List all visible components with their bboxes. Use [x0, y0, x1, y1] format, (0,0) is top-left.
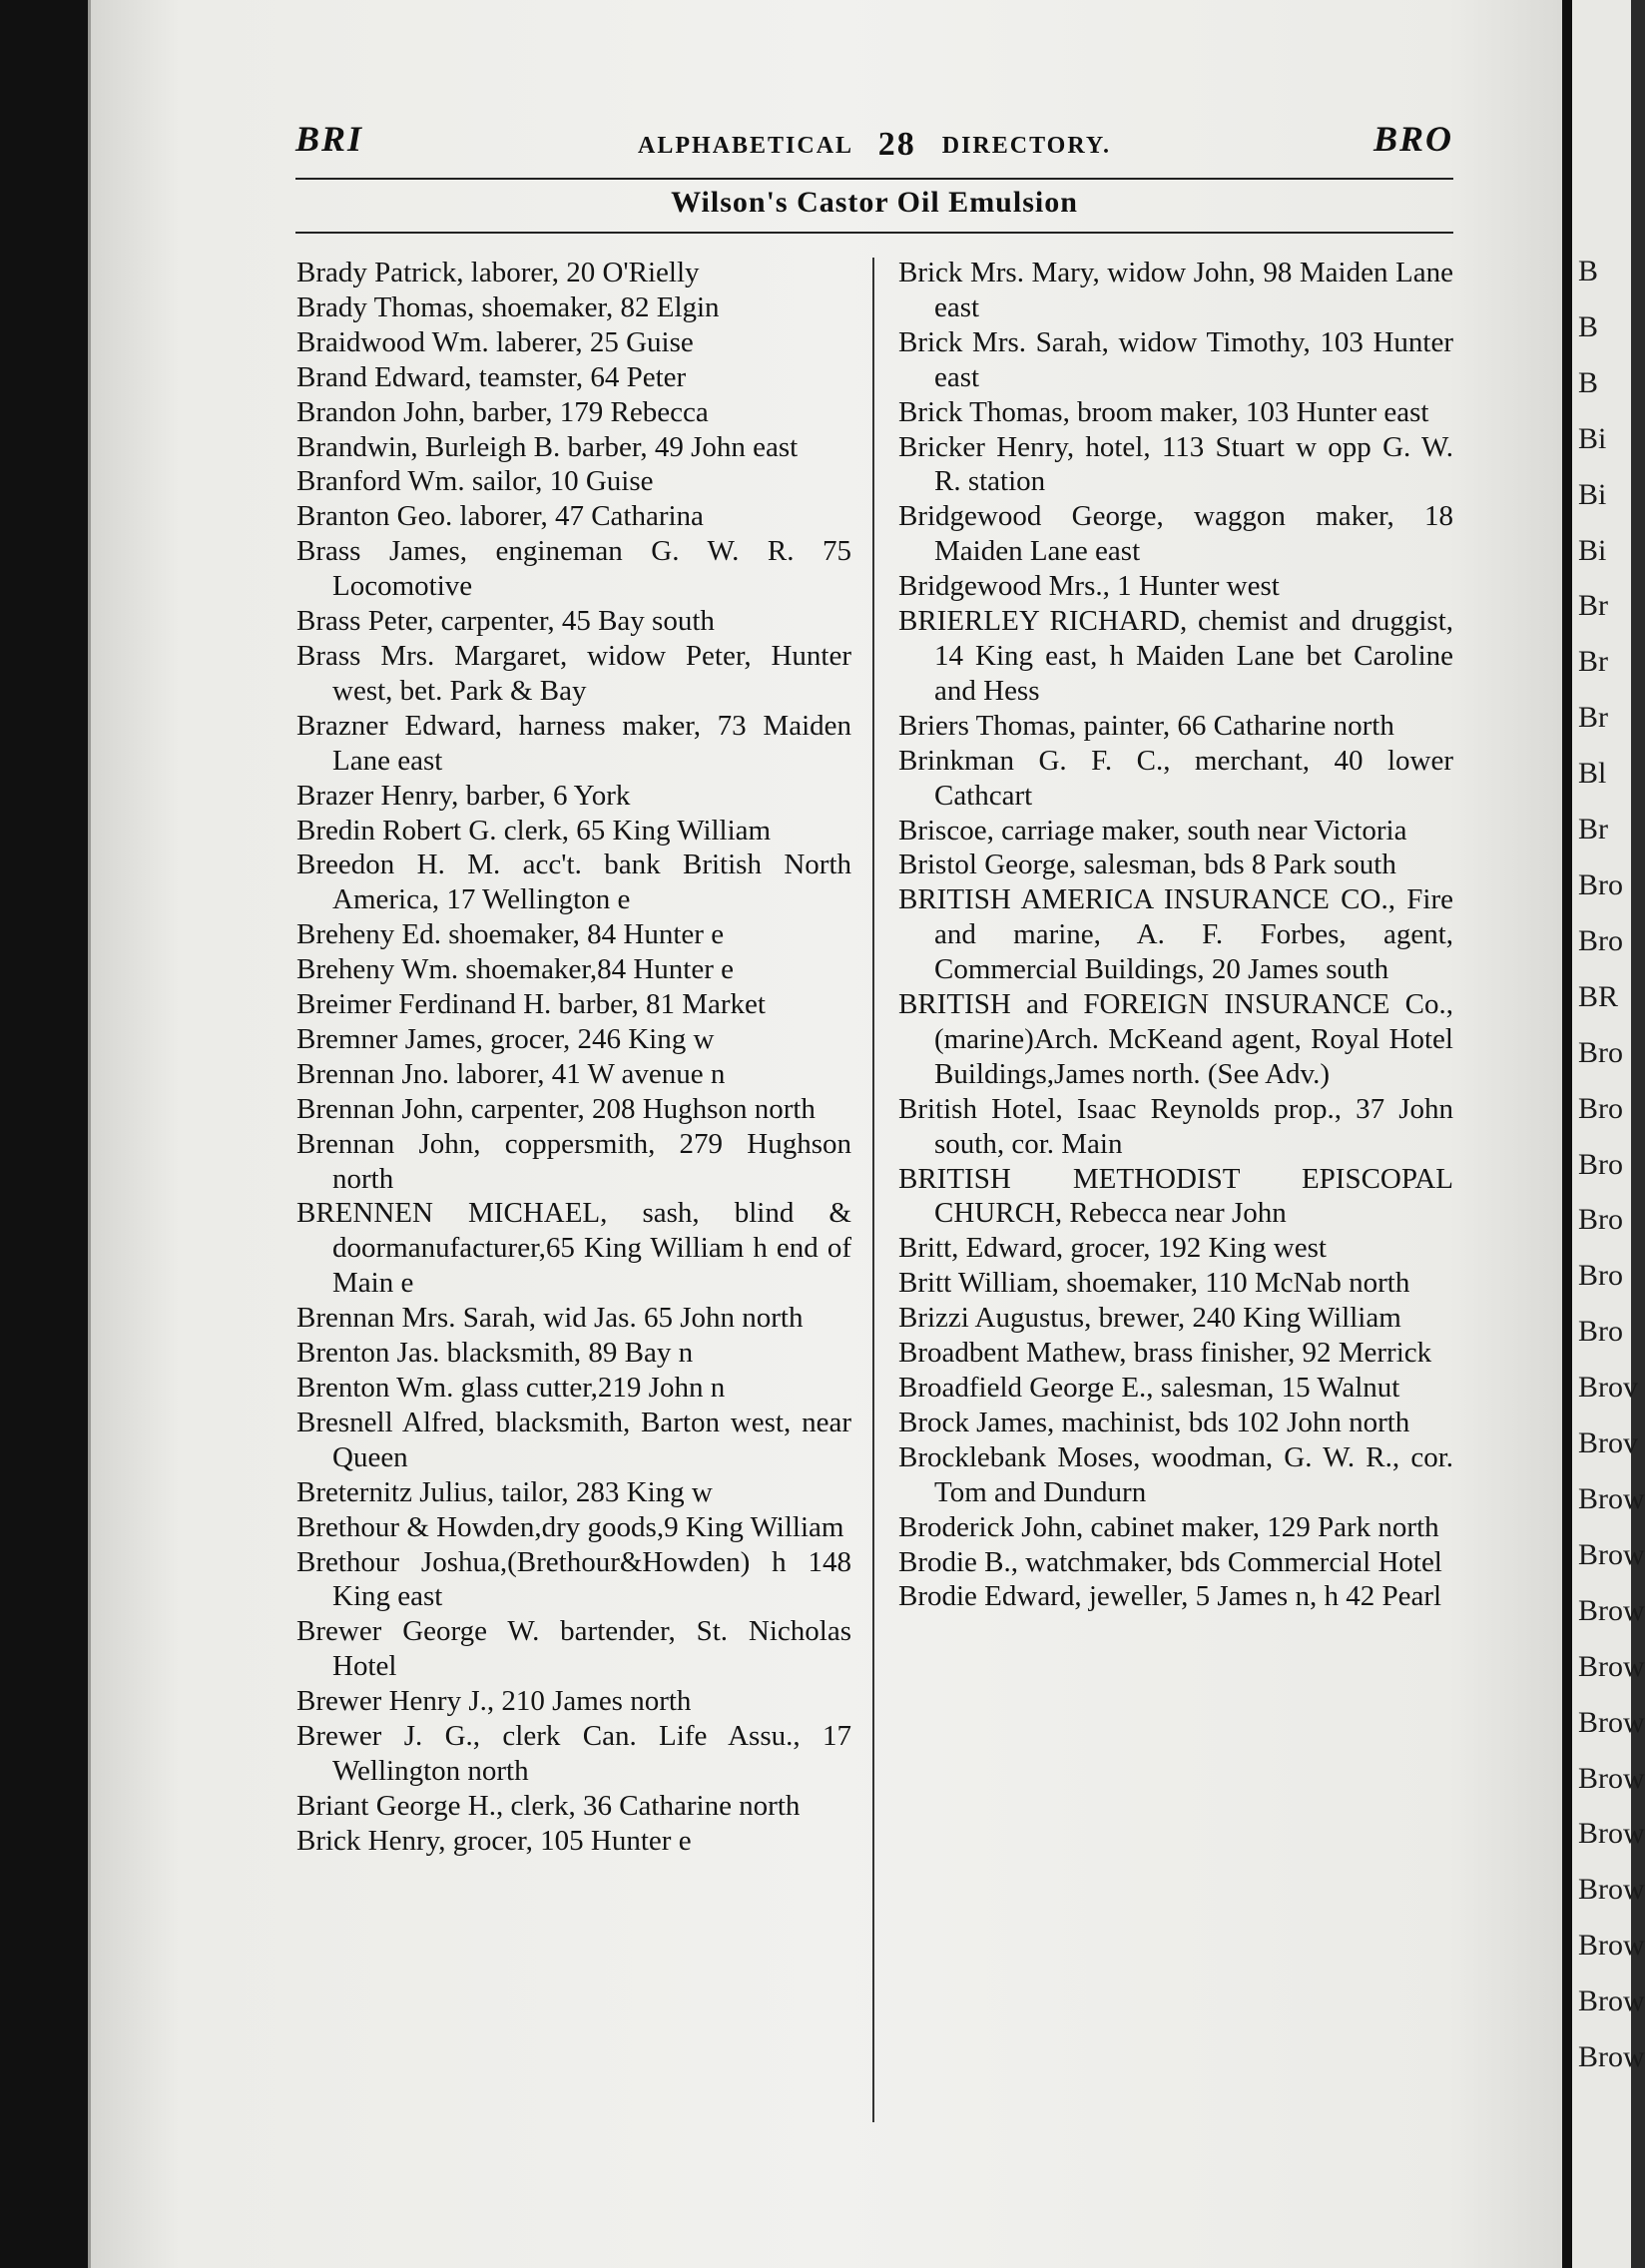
directory-entry: Brinkman G. F. C., merchant, 40 lower Cathcart	[898, 744, 1453, 812]
adjacent-page-fragment: Brow	[1578, 2040, 1645, 2074]
directory-entry: Bresnell Alfred, blacksmith, Barton west, near Queen	[296, 1406, 851, 1473]
directory-entry: Brennan Mrs. Sarah, wid Jas. 65 John north	[296, 1302, 804, 1335]
directory-entry: Brennan John, coppersmith, 279 Hughson north	[296, 1127, 851, 1195]
directory-entry: BRENNEN MICHAEL, sash, blind & doormanufacturer,65 King William h end of Main e	[296, 1197, 851, 1300]
adjacent-page-fragment: Bro	[1578, 1035, 1623, 1069]
directory-entry: Bridgewood Mrs., 1 Hunter west	[898, 570, 1280, 603]
adjacent-page-fragment: Bro	[1578, 1315, 1623, 1349]
directory-entry: Bricker Henry, hotel, 113 Stuart w opp G. W. R. station	[898, 430, 1453, 498]
adjacent-page-fragment: Brov	[1578, 1426, 1638, 1460]
directory-entry: Brethour & Howden,dry goods,9 King William	[296, 1510, 844, 1543]
adjacent-page-fragment: Br	[1578, 701, 1608, 735]
adjacent-page-fragment: Bro	[1578, 868, 1623, 901]
directory-entry: Brick Mrs. Mary, widow John, 98 Maiden Lane east	[898, 257, 1453, 323]
adjacent-page-fragment: Brow	[1578, 1817, 1645, 1851]
directory-entry: Branton Geo. laborer, 47 Catharina	[296, 500, 704, 533]
directory-entry: BRITISH METHODIST EPISCOPAL CHURCH, Rebecca near John	[898, 1162, 1453, 1230]
header-left-abbrev: BRI	[295, 119, 364, 159]
adjacent-page-fragment: Bro	[1578, 1259, 1623, 1293]
running-header	[295, 118, 1453, 164]
directory-entry: Branford Wm. sailor, 10 Guise	[296, 465, 654, 498]
adjacent-page-edge	[1562, 0, 1645, 2268]
adjacent-page-fragment: Brow	[1578, 1984, 1645, 2018]
directory-entry: Broderick John, cabinet maker, 129 Park north	[898, 1510, 1439, 1543]
directory-entry: Brewer George W. bartender, St. Nicholas Hotel	[296, 1615, 851, 1683]
adjacent-page-fragment: Bi	[1578, 421, 1607, 455]
directory-entry: Brazner Edward, harness maker, 73 Maiden Lane east	[296, 709, 851, 777]
directory-entry: Brenton Wm. glass cutter,219 John n	[296, 1372, 726, 1404]
header-right-abbrev: BRO	[1372, 119, 1453, 159]
adjacent-page-fragment: Br	[1578, 813, 1608, 847]
directory-entry: Brick Henry, grocer, 105 Hunter e	[296, 1824, 692, 1857]
adjacent-page-fragment: B	[1578, 309, 1599, 343]
directory-entry: Brocklebank Moses, woodman, G. W. R., cor. Tom and Dundurn	[898, 1440, 1453, 1508]
directory-entry: Brock James, machinist, bds 102 John north	[898, 1406, 1410, 1438]
directory-entry: Brandon John, barber, 179 Rebecca	[296, 395, 709, 428]
adjacent-page-fragment: Br	[1578, 589, 1608, 623]
directory-entry: British Hotel, Isaac Reynolds prop., 37 John south, cor. Main	[898, 1092, 1453, 1160]
directory-entry: Brick Thomas, broom maker, 103 Hunter east	[898, 395, 1429, 428]
directory-entry: Bredin Robert G. clerk, 65 King William	[296, 814, 772, 847]
directory-entry: Breheny Wm. shoemaker,84 Hunter e	[296, 953, 735, 986]
directory-entry: Briant George H., clerk, 36 Catharine north	[296, 1789, 801, 1822]
directory-entry: Briscoe, carriage maker, south near Victoria	[898, 814, 1407, 847]
directory-entry: Breedon H. M. acc't. bank British North America, 17 Wellington e	[296, 849, 851, 916]
adjacent-page-fragment: Bro	[1578, 923, 1623, 957]
directory-entry: Brass Peter, carpenter, 45 Bay south	[296, 605, 715, 638]
directory-entry: Breimer Ferdinand H. barber, 81 Market	[296, 988, 766, 1021]
directory-entry: Brodie Edward, jeweller, 5 James n, h 42 Pearl	[898, 1580, 1442, 1613]
directory-entry: Brady Patrick, laborer, 20 O'Rielly	[296, 257, 700, 288]
directory-entry: Braidwood Wm. laberer, 25 Guise	[296, 325, 694, 358]
adjacent-page-fragment: Brow	[1578, 1649, 1645, 1683]
directory-entry: Brennan Jno. laborer, 41 W avenue n	[296, 1057, 726, 1090]
directory-entry: Brenton Jas. blacksmith, 89 Bay n	[296, 1337, 694, 1370]
adjacent-page-fragment: Brow	[1578, 1929, 1645, 1963]
adjacent-page-fragment: Bl	[1578, 757, 1607, 791]
directory-entry: Brewer J. G., clerk Can. Life Assu., 17 Wellington north	[296, 1720, 851, 1787]
header-title	[295, 124, 1453, 162]
directory-entry: Bristol George, salesman, bds 8 Park south	[898, 849, 1396, 881]
page-number: 28	[877, 126, 916, 163]
directory-entry: Brady Thomas, shoemaker, 82 Elgin	[296, 290, 720, 323]
header-rule	[295, 178, 1453, 180]
directory-entry: Bridgewood George, waggon maker, 18 Maiden Lane east	[898, 500, 1453, 568]
directory-entry: Brodie B., watchmaker, bds Commercial Hotel	[898, 1545, 1442, 1578]
adjacent-page-fragment: Brow	[1578, 1482, 1645, 1515]
adjacent-page-fragment: BR	[1578, 979, 1619, 1013]
header-title-left: ALPHABETICAL	[638, 133, 852, 159]
directory-entry: BRITISH and FOREIGN INSURANCE Co.,(marine)Arch. McKeand agent, Royal Hotel Buildings,James north. (See Adv.)	[898, 988, 1453, 1090]
adjacent-page-fragment: Brov	[1578, 1371, 1638, 1405]
adjacent-page-fragment: B	[1578, 255, 1599, 287]
directory-entry: BRIERLEY RICHARD, chemist and druggist, 14 King east, h Maiden Lane bet Caroline and Hess	[898, 605, 1453, 707]
header-title-right: DIRECTORY.	[941, 133, 1111, 159]
adjacent-page-fragment: Bro	[1578, 1203, 1623, 1237]
adjacent-page-fragment: Brow	[1578, 1537, 1645, 1571]
directory-entry: Bremner James, grocer, 246 King w	[296, 1022, 715, 1055]
directory-entry: Brethour Joshua,(Brethour&Howden) h 148 King east	[296, 1545, 851, 1613]
directory-entry: BRITISH AMERICA INSURANCE CO., Fire and marine, A. F. Forbes, agent, Commercial Buildings, 20 James south	[898, 883, 1453, 986]
right-column	[898, 256, 1453, 1614]
adjacent-page-fragment: Bro	[1578, 1147, 1623, 1181]
adjacent-page-fragment: Br	[1578, 645, 1608, 679]
directory-entry: Brennan John, carpenter, 208 Hughson north	[296, 1092, 816, 1125]
directory-entry: Brass James, engineman G. W. R. 75 Locomotive	[296, 535, 851, 603]
banner-rule	[295, 232, 1453, 234]
directory-entry: Brazer Henry, barber, 6 York	[296, 779, 631, 812]
advertisement-banner: Wilson's Castor Oil Emulsion	[671, 186, 1078, 219]
directory-entry: Breheny Ed. shoemaker, 84 Hunter e	[296, 918, 725, 951]
adjacent-page-fragment: Brow	[1578, 1705, 1645, 1739]
directory-entry: Brewer Henry J., 210 James north	[296, 1685, 692, 1718]
adjacent-page-fragment: Brow	[1578, 1593, 1645, 1627]
directory-entry: Britt, Edward, grocer, 192 King west	[898, 1232, 1327, 1265]
column-divider	[872, 258, 874, 2122]
directory-entry: Breternitz Julius, tailor, 283 King w	[296, 1475, 713, 1508]
adjacent-page-fragment: B	[1578, 365, 1599, 399]
directory-entry: Brand Edward, teamster, 64 Peter	[296, 360, 687, 393]
directory-entry: Brizzi Augustus, brewer, 240 King William	[898, 1302, 1401, 1335]
directory-entry: Broadbent Mathew, brass finisher, 92 Merrick	[898, 1337, 1432, 1370]
directory-entry: Broadfield George E., salesman, 15 Walnut	[898, 1372, 1400, 1404]
directory-entry: Brandwin, Burleigh B. barber, 49 John east	[296, 430, 799, 463]
directory-entry: Brick Mrs. Sarah, widow Timothy, 103 Hunter east	[898, 325, 1453, 393]
left-column	[296, 256, 851, 1859]
directory-entry: Brass Mrs. Margaret, widow Peter, Hunter west, bet. Park & Bay	[296, 639, 851, 707]
directory-entry: Britt William, shoemaker, 110 McNab north	[898, 1267, 1410, 1300]
adjacent-page-fragment: Bi	[1578, 477, 1607, 511]
directory-entry: Briers Thomas, painter, 66 Catharine north	[898, 709, 1394, 742]
adjacent-page-fragment: Brow	[1578, 1761, 1645, 1795]
adjacent-page-fragment: Bi	[1578, 533, 1607, 567]
adjacent-page-fragment: Bro	[1578, 1091, 1623, 1125]
adjacent-page-fragment: Brow	[1578, 1873, 1645, 1907]
